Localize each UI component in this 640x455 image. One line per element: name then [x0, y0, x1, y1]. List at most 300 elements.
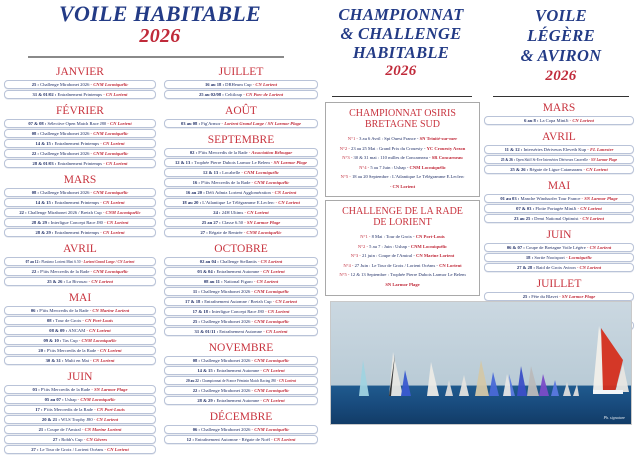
event-separator: - [240, 170, 244, 175]
event-club: Locmiquélic [568, 255, 593, 260]
event-date: 12 : [186, 437, 194, 442]
stage-number: N°4 - [343, 262, 354, 268]
month-heading: AVRIL [63, 243, 97, 255]
month-heading: JUIN [67, 371, 93, 383]
osiris-heading-line-2: BRETAGNE SUD [364, 119, 441, 130]
event-row[interactable] [164, 257, 318, 266]
event-name: Multi en Mai [64, 358, 89, 363]
event-row[interactable] [164, 188, 318, 197]
event-name: P'tits Mercredis de la Rade [43, 407, 93, 412]
event-row[interactable] [4, 208, 156, 217]
event-name: Ushap [64, 397, 77, 402]
event-club: CN Lorient [91, 279, 113, 284]
month-heading: SEPTEMBRE [207, 134, 275, 146]
stage-text: 8 Mai : Tour de Groix - [371, 234, 415, 239]
event-separator: - [575, 265, 580, 270]
event-club: SN Larmor Plage [584, 196, 618, 201]
event-separator: - [250, 180, 255, 185]
event-row[interactable] [4, 385, 156, 394]
month-heading: MAI [68, 292, 92, 304]
event-separator: - [220, 121, 225, 126]
event-name: Trophée Pierre Dubois Larmor Le Belem [194, 160, 270, 165]
championship-stage [326, 232, 479, 242]
event-club: Association Bélougar [251, 150, 293, 155]
divider-championnat [332, 96, 472, 97]
event-row[interactable] [4, 218, 156, 227]
month-heading: MAI [547, 180, 571, 192]
event-date: 07 au 12 : [25, 260, 41, 264]
event-row[interactable] [4, 316, 156, 325]
event-separator: - [81, 318, 86, 323]
event-date: 06 : [192, 427, 200, 432]
event-row[interactable] [164, 277, 318, 286]
event-date: 02 au 04 : [199, 259, 219, 264]
stage-number: N°5 - [339, 272, 350, 277]
event-row[interactable] [4, 346, 156, 355]
event-date: 12 & 13 : [174, 160, 193, 165]
event-name: Entraînement Automne [216, 398, 260, 403]
osiris-heading [326, 108, 479, 130]
championship-stage [326, 242, 479, 252]
event-row[interactable] [164, 297, 318, 306]
event-row[interactable] [484, 116, 634, 125]
stage-text: 18 au 20 Septembre : L'Atlantique Le Télégramme E.Leclerc [351, 174, 465, 179]
event-club: CN Port-Louis [96, 407, 125, 412]
voile-habitable-title [0, 3, 320, 47]
event-row[interactable] [4, 326, 156, 335]
event-separator: - [250, 319, 255, 324]
stage-number: N°3 - [342, 155, 353, 160]
event-separator: - [101, 210, 106, 215]
event-row[interactable] [4, 425, 156, 434]
event-name: Flotte Portagée MiniJi [535, 206, 577, 211]
event-name: Challenge Mirabonet 2026 [201, 427, 251, 432]
event-separator: - [250, 358, 255, 363]
event-row[interactable] [4, 445, 156, 454]
event-date: 28 & 29 : [197, 398, 216, 403]
stage-text: 12 & 13 Septembre : Trophée Pierre Dubois Larmor Le Belem [350, 272, 466, 277]
event-club: CN Lorient [100, 348, 122, 353]
event-separator: - [250, 388, 255, 393]
event-name: Challenge Mirabonet 2026 [201, 319, 251, 324]
event-row[interactable] [484, 165, 634, 174]
event-club: CN Port-Louis [85, 318, 114, 323]
event-name: P'tits Mercredis de la Rade [201, 180, 251, 185]
event-row[interactable] [4, 306, 156, 315]
event-row[interactable] [164, 148, 318, 157]
event-club: CN Marine Lorient [84, 427, 122, 432]
event-date: 25 : [192, 319, 200, 324]
event-row[interactable] [484, 145, 634, 154]
championnat-line-2: & CHALLENGE [340, 24, 462, 43]
event-row[interactable] [164, 396, 318, 405]
event-club: CN Lorient [105, 161, 128, 166]
event-separator: - [247, 150, 252, 155]
rade-heading-line-2: DE LORIENT [373, 217, 432, 228]
event-row[interactable] [4, 149, 156, 158]
event-date: 25 : [522, 294, 531, 299]
event-date: 01 au 03 : [500, 196, 520, 201]
event-row[interactable] [4, 257, 156, 266]
event-name: Fig'Armor [201, 121, 221, 126]
event-separator: - [77, 338, 82, 343]
championnat-title [322, 5, 480, 81]
event-club: CNM Locmiquélic [93, 269, 129, 274]
championship-stage [326, 280, 479, 290]
stage-club: CNM Locmiquélic [409, 164, 446, 170]
event-club: CN Lorient [278, 200, 300, 205]
event-row[interactable] [164, 366, 318, 375]
event-row[interactable] [164, 218, 318, 227]
event-name: Interligue Concept Race J80 [211, 309, 264, 314]
event-name: WLS Trophy J80 [61, 417, 93, 422]
event-row[interactable] [164, 119, 318, 128]
event-date: 16 : [192, 180, 200, 185]
event-row[interactable] [4, 415, 156, 424]
osiris-list [326, 134, 479, 191]
event-row[interactable] [4, 405, 156, 414]
event-separator: - [89, 190, 94, 195]
event-name: Coupe de Bretagne Voile Légère [525, 245, 586, 250]
event-club: CNM Locmiquélic [254, 427, 290, 432]
event-separator: - [80, 260, 84, 264]
event-club: CN Lorient [105, 92, 128, 97]
event-date: 31 & 01/11 : [194, 329, 219, 334]
event-separator: - [242, 92, 246, 97]
event-date: 18 : [525, 255, 534, 260]
event-row[interactable] [164, 158, 318, 167]
legere-year: 2026 [545, 68, 577, 84]
event-separator: - [102, 220, 107, 225]
event-name: Le Tour de Groix / Lorient Océans [39, 447, 104, 452]
event-date: 22 : [19, 210, 27, 215]
event-name: Challenge Mirabonet 2026 / Breizh Cup [27, 210, 102, 215]
event-row[interactable] [4, 277, 156, 286]
event-date: 05 au 07 : [44, 397, 64, 402]
event-row[interactable] [484, 263, 634, 272]
event-date: 25 au 02/08 : [198, 92, 224, 97]
championship-stage [326, 270, 479, 280]
event-name: Entraînement Automne / Breizh Cup [204, 299, 272, 304]
event-row[interactable] [4, 395, 156, 404]
event-name: Entraînement Automne [219, 329, 263, 334]
event-name: Challenge Mirabonet 2026 [201, 358, 251, 363]
event-row[interactable] [4, 356, 156, 365]
event-club: CN Lorient [589, 245, 612, 250]
rade-heading [326, 206, 479, 228]
event-date: 18 au 20 : [182, 200, 202, 205]
event-club: CN Lorient [274, 190, 297, 195]
event-name: La Copa MiniJi [539, 118, 569, 123]
voile-habitable-year: 2026 [139, 25, 181, 47]
event-separator: - [89, 269, 94, 274]
event-row[interactable] [484, 292, 634, 301]
event-separator: - [269, 160, 274, 165]
event-separator: - [271, 299, 276, 304]
event-date: 09 & 10 : [43, 338, 62, 343]
event-row[interactable] [164, 267, 318, 276]
event-club: CN Lorient [96, 417, 119, 422]
event-row[interactable] [164, 435, 318, 444]
event-date: 03 au 08 : [180, 121, 200, 126]
event-row[interactable] [164, 425, 318, 434]
event-separator: - [251, 82, 256, 87]
championnat-line-3: HABITABLE [352, 43, 450, 62]
event-row[interactable] [164, 307, 318, 316]
event-name: Demi National Optimist [534, 216, 579, 221]
stage-number: N°1 - [360, 234, 371, 239]
event-separator: - [270, 190, 275, 195]
event-row[interactable] [164, 90, 318, 99]
event-row[interactable] [484, 243, 634, 252]
legere-line-2: LÉGÈRE [527, 26, 595, 45]
event-row[interactable] [164, 376, 318, 385]
event-row[interactable] [484, 155, 634, 164]
event-date: 31 & 01/02 : [32, 92, 57, 97]
event-row[interactable] [4, 139, 156, 148]
event-separator: - [250, 427, 255, 432]
event-name: Classe 6.50 [221, 220, 244, 225]
event-date: 17 & 18 : [192, 309, 211, 314]
event-separator: - [568, 118, 573, 123]
event-date: 02 : [189, 150, 198, 155]
event-row[interactable] [4, 198, 156, 207]
event-row[interactable] [164, 228, 318, 237]
month-heading: OCTOBRE [214, 243, 268, 255]
event-date: 6 au 8 : [524, 118, 539, 123]
event-separator: - [252, 279, 257, 284]
stage-text: 30 & 31 mai : 110 milles de Concarneau - [353, 155, 431, 160]
stage-number: N°3 - [350, 253, 361, 258]
event-separator: - [90, 387, 95, 392]
event-row[interactable] [164, 287, 318, 296]
event-club: CNM Locmiquélic [246, 230, 282, 235]
event-date: 20 & 21 : [41, 417, 60, 422]
event-name: Entraînement Automne [216, 269, 260, 274]
event-name: La Bivouac [66, 279, 88, 284]
event-name: Challenge Mirabonet 2026 [201, 388, 251, 393]
event-club: SN Larmor Plage [273, 160, 308, 165]
event-row[interactable] [4, 336, 156, 345]
championnat-year: 2026 [385, 63, 417, 79]
event-row[interactable] [164, 168, 318, 177]
event-row[interactable] [4, 188, 156, 197]
event-name: Challenge Mirabonet 2026 [40, 131, 90, 136]
event-club: CN Lorient [256, 279, 279, 284]
challenge-rade-box [325, 200, 480, 296]
event-date: 21 : [38, 427, 46, 432]
event-name: Interséries Dériveurs Eleveth Kup [523, 147, 587, 152]
stage-number: N°2 - [357, 243, 368, 249]
event-separator: - [578, 216, 583, 221]
event-row[interactable] [4, 228, 156, 237]
stage-club: YC Crouesty Arzon [426, 145, 466, 151]
event-club: CNM Locmiquélic [81, 338, 117, 343]
event-separator: - [557, 294, 562, 299]
event-name: Manche Windsurfer Tour France [520, 196, 581, 201]
event-date: 25 & 26 : [47, 279, 66, 284]
event-date: 20 au 22 : [186, 379, 201, 383]
event-name: Entraînement Printemps [57, 92, 103, 97]
event-date: 17 & 18 : [185, 299, 204, 304]
championnat-line-1: CHAMPIONNAT [338, 5, 464, 24]
event-row[interactable] [164, 178, 318, 187]
event-name: P'tits Mercredis de la Rade [40, 269, 90, 274]
event-club: CN Lorient [263, 398, 285, 403]
event-row[interactable] [484, 204, 634, 213]
event-separator: - [576, 206, 581, 211]
event-club: CN Lorient [102, 141, 125, 146]
event-separator: - [587, 158, 591, 162]
stage-number: N°1 - [347, 136, 358, 141]
event-row[interactable] [484, 214, 634, 223]
event-separator: - [99, 200, 103, 205]
divider-habitable [28, 56, 284, 58]
event-club: CN Lorient [247, 210, 269, 215]
stage-text: 3 au 6 Avril : Spi Ouest France - [359, 136, 419, 141]
event-date: 03 & 04 : [197, 269, 216, 274]
event-name: Raid de Groix Aviron [536, 265, 576, 270]
event-date: 08 & 09 : [49, 328, 68, 333]
event-separator: - [99, 141, 103, 146]
event-separator: - [89, 151, 94, 156]
event-club: CN Lorient [279, 379, 296, 383]
voile-legere-title [482, 6, 640, 86]
event-row[interactable] [484, 194, 634, 203]
event-row[interactable] [4, 267, 156, 276]
event-club: CN Lorient [580, 206, 602, 211]
event-row[interactable] [164, 208, 318, 217]
event-separator: - [269, 437, 274, 442]
event-name: Open Skiff St-Eve Interséries Dériveurs Caravelle [515, 158, 588, 162]
event-club: CN Lorient [107, 447, 129, 452]
event-club: CNM Locmiquélic [93, 190, 129, 195]
event-separator: - [89, 358, 93, 363]
event-name: Celtiloup [224, 92, 243, 97]
stage-club: CN Port-Louis [415, 234, 445, 239]
event-separator: - [103, 447, 108, 452]
event-club: CN Lorient [582, 216, 604, 221]
event-name: Entraînement Printemps [54, 141, 100, 146]
month-heading: DÉCEMBRE [209, 411, 273, 423]
event-club: CN Parc de Lorient [245, 92, 284, 97]
stage-club: - CN Lorient [389, 183, 416, 189]
event-row[interactable] [164, 327, 318, 336]
event-separator: - [274, 200, 279, 205]
event-row[interactable] [4, 129, 156, 138]
event-name: Plastimo Lorient Mini 6.50 [41, 260, 81, 264]
legere-line-1: VOILE [535, 6, 587, 25]
rade-list [326, 232, 479, 289]
event-date: 16 au 20 : [185, 190, 205, 195]
championship-stage [326, 153, 479, 163]
event-date: 28 & 29 : [31, 220, 50, 225]
event-club: CN Lorient [579, 265, 602, 270]
event-row[interactable] [4, 80, 156, 89]
event-separator: - [92, 407, 97, 412]
event-club: CN Lorient [102, 230, 125, 235]
event-separator: - [102, 161, 106, 166]
event-date: 25 & 26 : [510, 167, 529, 172]
event-name: Challenge Mirabonet 2026 [40, 190, 90, 195]
event-date: 14 & 15 : [35, 141, 54, 146]
event-name: Défi Admiz Lorient Agglomération [205, 190, 271, 195]
event-date: 23 au 25 : [514, 216, 534, 221]
event-separator: - [276, 379, 280, 383]
event-separator: - [582, 167, 587, 172]
event-row[interactable] [4, 435, 156, 444]
championship-stage [326, 261, 479, 271]
event-date: 27 : [200, 230, 208, 235]
event-name: Tour de Groix [55, 318, 82, 323]
month-heading: NOVEMBRE [208, 342, 274, 354]
voile-habitable-heading: VOILE HABITABLE [59, 1, 261, 26]
event-date: 25 : [31, 82, 39, 87]
event-date: 30 & 31 : [45, 358, 64, 363]
event-name: 24H Ultims [221, 210, 244, 215]
event-row[interactable] [4, 159, 156, 168]
event-row[interactable] [164, 356, 318, 365]
event-club: CN Gâvres [86, 437, 108, 442]
photo-signature: Ph. signature [603, 415, 625, 420]
stage-club: CN Lorient [439, 262, 462, 268]
event-club: CNM Locmiquélic [244, 170, 280, 175]
event-row[interactable] [4, 119, 156, 128]
event-club: Lorient Grand Large / CN Lorient [83, 260, 135, 264]
event-name: Régate de Rentrée [208, 230, 243, 235]
event-club: CNM Locmiquélic [254, 319, 290, 324]
event-club: CNM Locmiquélic [254, 180, 290, 185]
event-separator: - [99, 230, 103, 235]
event-separator: - [243, 220, 247, 225]
event-row[interactable] [164, 80, 318, 89]
event-date: 22 : [31, 269, 39, 274]
event-club: SN Larmor Plage [590, 158, 618, 162]
event-club: CNM Locmiquélic [93, 82, 129, 87]
stage-number: N°4 - [359, 164, 370, 170]
event-separator: - [585, 245, 590, 250]
event-date: 08 : [31, 131, 39, 136]
event-name: Entraînement Printemps [54, 200, 100, 205]
event-row[interactable] [164, 386, 318, 395]
event-club: Lorient Grand Large / SN Larmor Plage [224, 121, 302, 126]
event-name: National Figaro [223, 279, 253, 284]
event-club: CN Lorient [260, 259, 283, 264]
event-separator: - [106, 121, 111, 126]
event-row[interactable] [164, 198, 318, 207]
event-row[interactable] [484, 253, 634, 262]
event-separator: - [80, 427, 85, 432]
event-row[interactable] [164, 317, 318, 326]
championship-stage [326, 251, 479, 261]
event-name: Interligue Concept Race J80 [50, 220, 103, 225]
event-name: L'Atlantique Le Télégramme E.Leclerc [202, 200, 275, 205]
stage-text: 27 Juin : Le Tour de Groix / Lorient Océans - [354, 262, 438, 268]
event-date: 28 & 29 : [35, 230, 54, 235]
month-heading: FÉVRIER [56, 105, 104, 117]
event-club: CN Lorient [89, 328, 111, 333]
event-name: P'tits Mercredis de la Rade [198, 150, 248, 155]
event-name: Challenge Stellantis [219, 259, 257, 264]
event-club: CNM Locmiquélic [80, 397, 116, 402]
event-separator: - [85, 328, 90, 333]
stage-text: 21 juin : Coupe de l'Amiral - [361, 253, 415, 258]
event-club: FL Lanester [589, 147, 614, 152]
championship-stage [326, 172, 479, 182]
event-date: 12 & 13 : [202, 170, 221, 175]
event-separator: - [586, 147, 590, 152]
event-row[interactable] [4, 90, 156, 99]
